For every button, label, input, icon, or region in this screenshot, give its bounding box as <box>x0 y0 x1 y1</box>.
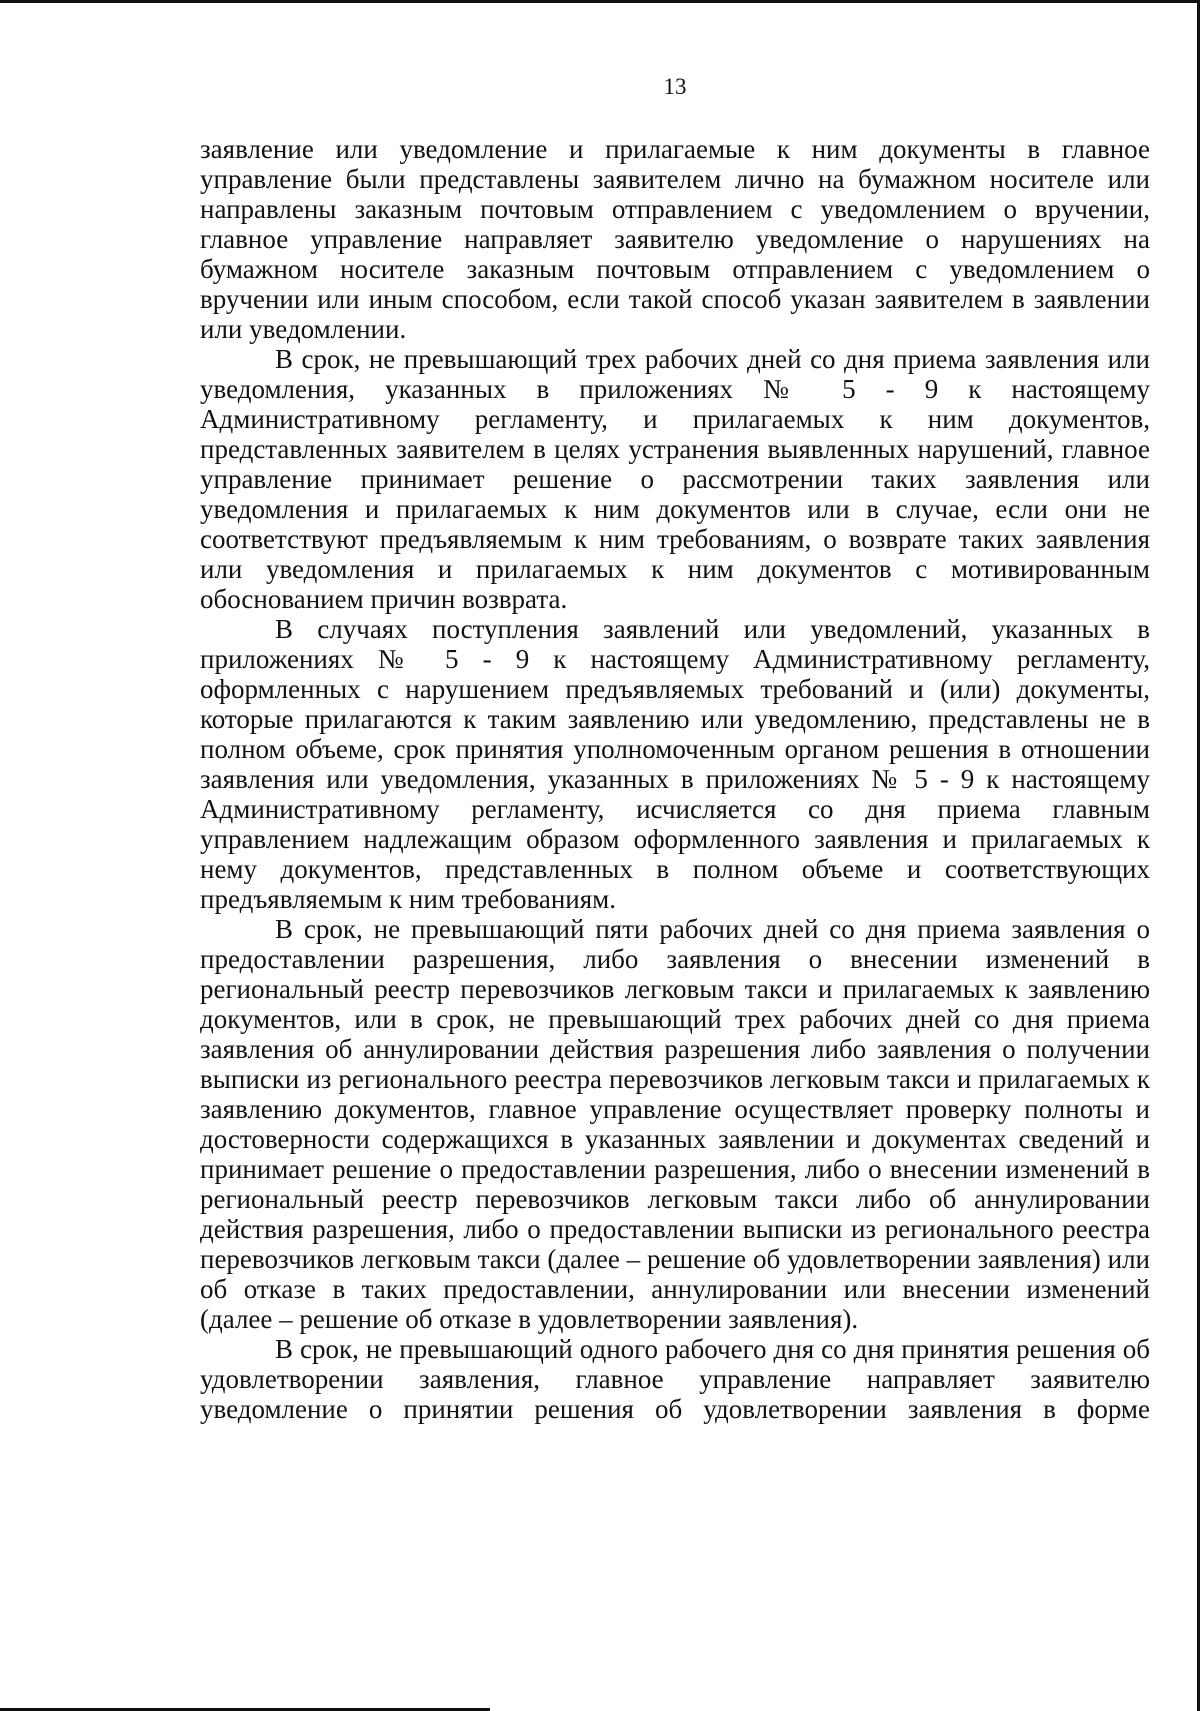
paragraph-3: В случаях поступления заявлений или уведомлений, указанных в приложениях № 5 - 9 к настоящему Административному регламенту, оформленных с нарушением предъявляемых требований и (или) документы, которые прилагаются к таким заявлению или уведомлению, представлены не в полном объеме, срок принятия уполномоченным органом решения в отношении заявления или уведомления, указанных в приложениях № 5 - 9 к настоящему Административному регламенту, исчисляется со дня приема главным управлением надлежащим образом оформленного заявления и прилагаемых к нему документов, представленных в полном объеме и соответствующих предъявляемым к ним требованиям. <box>200 614 1150 914</box>
document-body <box>200 134 1150 1424</box>
paragraph-1: заявление или уведомление и прилагаемые к ним документы в главное управление были представлены заявителем лично на бумажном носителе или направлены заказным почтовым отправлением с уведомлением о вручении, главное управление направляет заявителю уведомление о нарушениях на бумажном носителе заказным почтовым отправлением с уведомлением о вручении или иным способом, если такой способ указан заявителем в заявлении или уведомлении. <box>200 134 1150 344</box>
page-number: 13 <box>663 74 687 99</box>
paragraph-4: В срок, не превышающий пяти рабочих дней со дня приема заявления о предоставлении разрешения, либо заявления о внесении изменений в региональный реестр перевозчиков легковым такси и прилагаемых к заявлению документов, или в срок, не превышающий трех рабочих дней со дня приема заявления об аннулировании действия разрешения либо заявления о получении выписки из регионального реестра перевозчиков легковым такси и прилагаемых к заявлению документов, главное управление осуществляет проверку полноты и достоверности содержащихся в указанных заявлении и документах сведений и принимает решение о предоставлении разрешения, либо о внесении изменений в региональный реестр перевозчиков легковым такси либо об аннулировании действия разрешения, либо о предоставлении выписки из регионального реестра перевозчиков легковым такси (далее – решение об удовлетворении заявления) или об отказе в таких предоставлении, аннулировании или внесении изменений (далее – решение об отказе в удовлетворении заявления). <box>200 914 1150 1334</box>
paragraph-2: В срок, не превышающий трех рабочих дней со дня приема заявления или уведомления, указанных в приложениях № 5 - 9 к настоящему Административному регламенту, и прилагаемых к ним документов, представленных заявителем в целях устранения выявленных нарушений, главное управление принимает решение о рассмотрении таких заявления или уведомления и прилагаемых к ним документов или в случае, если они не соответствуют предъявляемым к ним требованиям, о возврате таких заявления или уведомления и прилагаемых к ним документов с мотивированным обоснованием причин возврата. <box>200 344 1150 614</box>
paragraph-5: В срок, не превышающий одного рабочего дня со дня принятия решения об удовлетворении заявления, главное управление направляет заявителю уведомление о принятии решения об удовлетворении заявления в форме <box>200 1334 1150 1424</box>
scan-border-top <box>0 0 1200 3</box>
